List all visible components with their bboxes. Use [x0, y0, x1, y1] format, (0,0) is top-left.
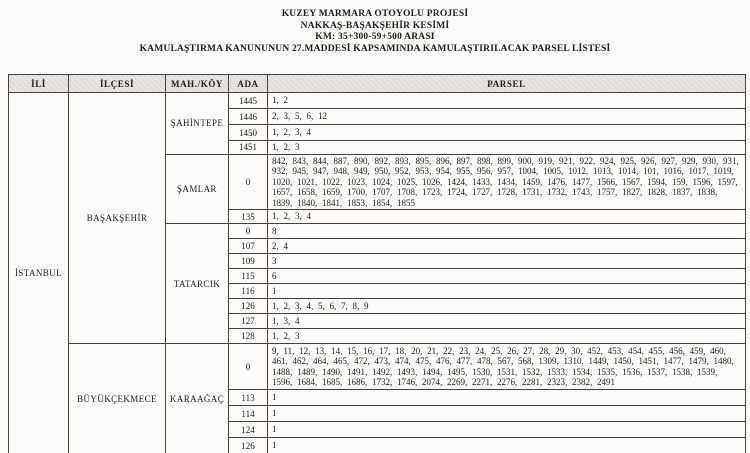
neighborhood-cell: TATARCIK [166, 224, 229, 344]
parcel-table [8, 74, 746, 453]
parsel-cell: 1 [268, 284, 746, 299]
ada-cell: 0 [229, 154, 268, 210]
ada-cell: 126 [229, 299, 268, 314]
province-cell: İSTANBUL [9, 93, 69, 453]
ada-cell: 109 [229, 254, 268, 269]
title-project: KUZEY MARMARA OTOYOLU PROJESİ [281, 9, 469, 19]
ada-cell: 135 [229, 210, 268, 224]
parsel-cell: 1, 2, 3, 4 [268, 210, 746, 224]
parsel-cell: 1, 2, 3, 4 [268, 125, 746, 141]
ada-cell: 107 [229, 239, 268, 254]
parsel-cell: 1, 2, 3 [268, 141, 746, 155]
ada-cell: 1451 [229, 141, 268, 155]
parsel-cell: 9, 11, 12, 13, 14, 15, 16, 17, 18, 20, 21, 22, 23, 24, 25, 26, 27, 28, 29, 30, 452, 453, 454, 455, 456, 459, 460, 461, 462, 464, 465, 472, 473, 474, 475, 476, 477, 478, 567, 568, 1309, 1310, 1449, 1450, 1451, 1477, 1479, 1480, 1488, 1489, 1490, 1491, 1492, 1493, 1494, 1495, 1530, 1531, 1532, 1533, 1534, 1535, 1536, 1537, 1538, 1539, 1596, 1684, 1685, 1686, 1732, 1746, 2074, 2269, 2271, 2276, 2281, 2323, 2382, 2491 [268, 344, 746, 390]
ada-cell: 1446 [229, 109, 268, 125]
ada-cell: 1450 [229, 125, 268, 141]
parsel-cell: 1 [268, 390, 746, 406]
ada-cell: 1445 [229, 93, 268, 109]
ada-cell: 113 [229, 390, 268, 406]
col-header-ilcesi: İLÇESİ [69, 75, 166, 93]
parsel-cell: 1, 2, 3, 4, 5, 6, 7, 8, 9 [268, 299, 746, 314]
ada-cell: 128 [229, 329, 268, 344]
parsel-cell: 2, 4 [268, 239, 746, 254]
neighborhood-cell: KARAAĞAÇ [166, 344, 229, 453]
parsel-cell: 2, 3, 5, 6, 12 [268, 109, 746, 125]
ada-cell: 116 [229, 284, 268, 299]
ada-cell: 127 [229, 314, 268, 329]
parsel-cell: 1 [268, 406, 746, 422]
district-cell: BÜYÜKÇEKMECE [69, 344, 166, 453]
ada-cell: 0 [229, 224, 268, 239]
neighborhood-cell: ŞAHİNTEPE [166, 93, 229, 155]
parsel-cell: 1, 2, 3 [268, 329, 746, 344]
neighborhood-cell: ŞAMLAR [166, 154, 229, 224]
table-header-row [9, 75, 746, 93]
col-header-ada: ADA [229, 75, 268, 93]
ada-cell: 115 [229, 269, 268, 284]
title-km-range: KM: 35+300-59+500 ARASI [315, 32, 435, 42]
parsel-cell: 1 [268, 438, 746, 453]
parsel-cell: 8 [268, 224, 746, 239]
col-header-parsel: PARSEL [268, 75, 746, 93]
table-row [9, 93, 746, 109]
parsel-cell: 1, 2 [268, 93, 746, 109]
parsel-cell: 842, 843, 844, 887, 890, 892, 893, 895, 896, 897, 898, 899, 900, 919, 921, 922, 924, 925, 926, 927, 929, 930, 931, 932, 945, 947, 948, 949, 950, 952, 953, 954, 955, 956, 957, 1004, 1005, 1012, 1013, 1014, 101, 1016, 1017, 1019, 1020, 1021, 1022, 1023, 1024, 1025, 1026, 1424, 1433, 1434, 1459, 1476, 1477, 1566, 1567, 1594, 159, 1596, 1597, 1657, 1658, 1659, 1700, 1707, 1708, 1723, 1724, 1727, 1728, 1731, 1732, 1743, 1757, 1827, 1828, 1837, 1838, 1839, 1840, 1841, 1853, 1854, 1855 [268, 154, 746, 210]
document-title-block [0, 0, 750, 55]
ada-cell: 114 [229, 406, 268, 422]
parsel-cell: 1 [268, 422, 746, 438]
col-header-ili: İLİ [9, 75, 69, 93]
ada-cell: 124 [229, 422, 268, 438]
ada-cell: 126 [229, 438, 268, 453]
district-cell: BAŞAKŞEHİR [69, 93, 166, 344]
parsel-cell: 6 [268, 269, 746, 284]
parsel-cell: 1, 3, 4 [268, 314, 746, 329]
title-section: NAKKAŞ-BAŞAKŞEHİR KESİMİ [300, 20, 450, 31]
ada-cell: 0 [229, 344, 268, 390]
table-row [9, 344, 746, 390]
parsel-cell: 3 [268, 254, 746, 269]
title-subtitle: KAMULAŞTIRMA KANUNUNUN 27.MADDESİ KAPSAMINDA KAMULAŞTIRILACAK PARSEL LİSTESİ [139, 43, 611, 54]
col-header-mahkoy: MAH./KÖY [166, 75, 229, 93]
